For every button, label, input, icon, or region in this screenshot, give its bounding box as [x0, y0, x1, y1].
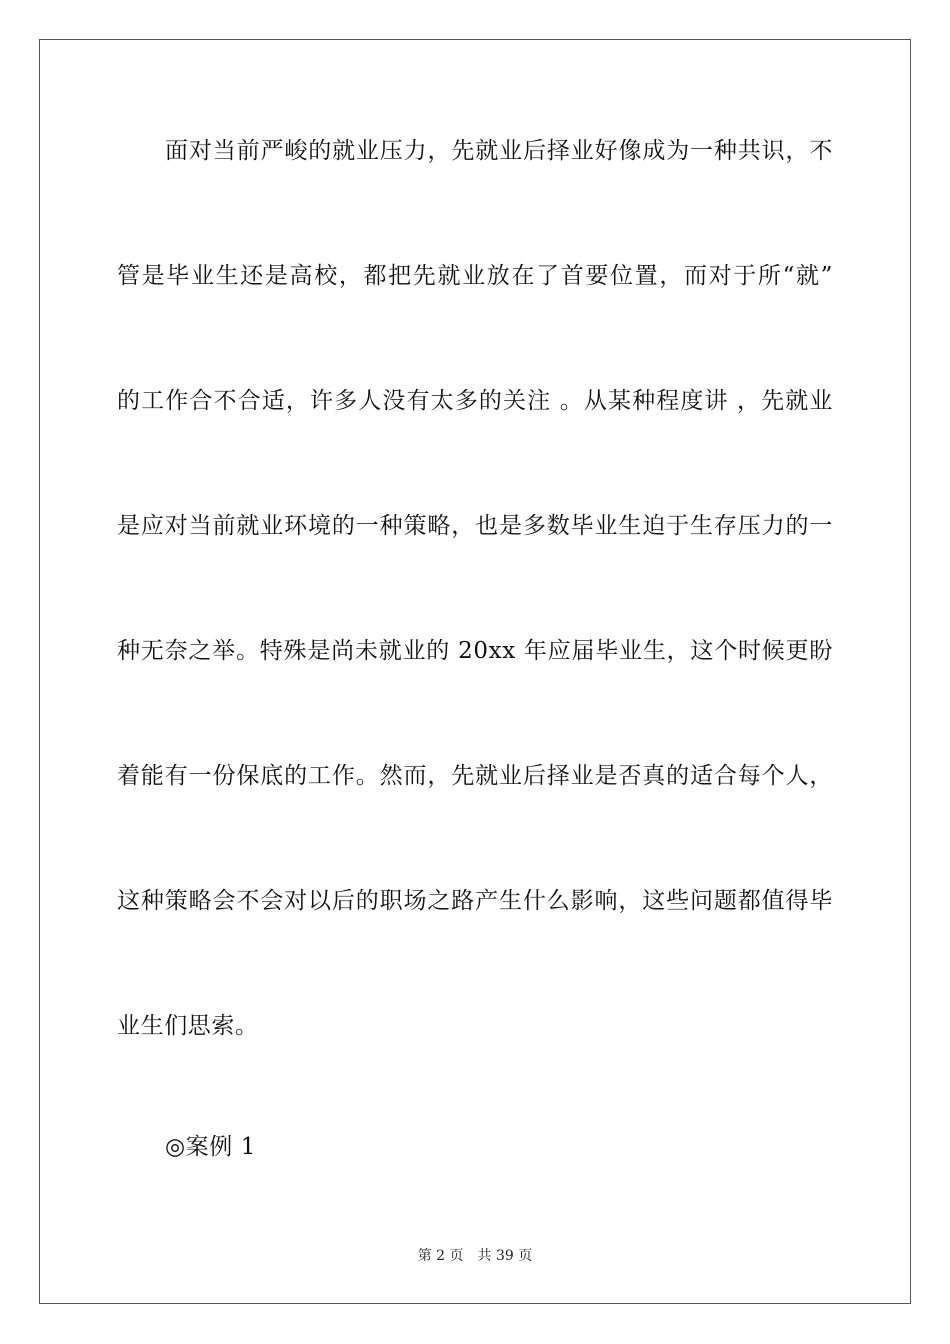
paragraph-line-8: 业生们思索。	[117, 1013, 259, 1039]
paragraph-line-6: 着能有一份保底的工作。然而，先就业后择业是否真的适合每个人，	[117, 763, 833, 789]
page-number: 第 2 页	[417, 1248, 464, 1264]
paragraph-line-5: 种无奈之举。特殊是尚未就业的 20xx 年应届毕业生，这个时候更盼	[117, 638, 833, 664]
paragraph-line-7: 这种策略会不会对以后的职场之路产生什么影响，这些问题都值得毕	[117, 888, 833, 914]
section-heading: ◎案例 1	[165, 1134, 257, 1160]
paragraph-line-1: 面对当前严峻的就业压力，先就业后择业好像成为一种共识，不	[165, 138, 833, 164]
paragraph-line-2: 管是毕业生还是高校，都把先就业放在了首要位置，而对于所“就”	[117, 263, 833, 289]
page-footer	[0, 1247, 950, 1265]
page-frame	[39, 39, 911, 1304]
page-total: 共 39 页	[477, 1248, 533, 1264]
paragraph-line-3: 的工作合不合适，许多人没有太多的关注 。从某种程度讲 ，先就业	[117, 388, 833, 414]
paragraph-line-4: 是应对当前就业环境的一种策略，也是多数毕业生迫于生存压力的一	[117, 513, 833, 539]
